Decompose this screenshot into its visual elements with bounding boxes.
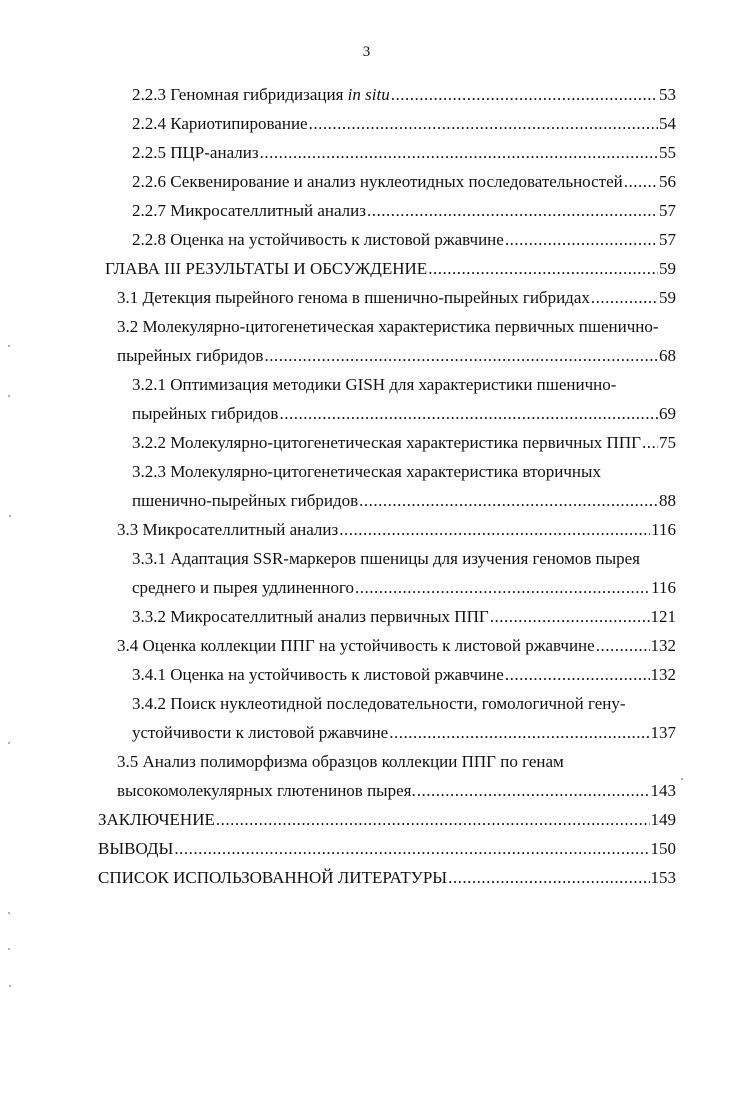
toc-entry <box>132 664 676 686</box>
toc-entry-title-line1: 3.2.3 Молекулярно-цитогенетическая характеристика вторичных <box>132 462 601 481</box>
toc-entry <box>132 113 676 135</box>
toc-entry-title: среднего и пырея удлиненного <box>132 578 354 597</box>
dot-leader <box>367 200 658 222</box>
toc-entry-title: 3.3 Микросателлитный анализ <box>117 520 339 539</box>
toc-entry <box>98 809 676 831</box>
toc-entry-page: 143 <box>650 781 676 800</box>
dot-leader <box>174 838 649 860</box>
toc-entry-title: ВЫВОДЫ <box>98 839 174 858</box>
toc-entry <box>132 84 676 106</box>
toc-entry <box>117 635 676 657</box>
toc-entry-title: 2.2.8 Оценка на устойчивость к листовой ржавчине <box>132 230 504 249</box>
dot-leader <box>389 722 649 744</box>
toc-entry-title: 3.3.2 Микросателлитный анализ первичных ППГ <box>132 607 489 626</box>
toc-entry-page: 69 <box>659 404 676 423</box>
toc-entry <box>117 287 676 309</box>
toc-entry-page: 132 <box>650 636 676 655</box>
toc-entry-title: 2.2.5 ПЦР-анализ <box>132 143 259 162</box>
dot-leader <box>490 606 650 628</box>
toc-entry-page: 53 <box>659 85 676 104</box>
dot-leader <box>417 780 650 802</box>
toc-entry-title: пшенично-пырейных гибридов <box>132 491 359 510</box>
dot-leader <box>642 432 658 454</box>
dot-leader <box>428 258 658 280</box>
toc-entry <box>132 229 676 251</box>
toc-entry-title: устойчивости к листовой ржавчине <box>132 723 389 742</box>
toc-chapter-entry <box>105 258 676 280</box>
dot-leader <box>505 664 650 686</box>
dot-leader <box>279 403 658 425</box>
toc-entry <box>132 171 676 193</box>
toc-entry-title: ГЛАВА III РЕЗУЛЬТАТЫ И ОБСУЖДЕНИЕ <box>105 259 428 278</box>
dot-leader <box>339 519 650 541</box>
scan-speck <box>8 948 10 950</box>
toc-entry-title: высокомолекулярных глютенинов пырея. <box>117 781 416 800</box>
toc-entry-page: 153 <box>650 868 676 887</box>
toc-entry-title: пырейных гибридов <box>132 404 279 423</box>
toc-entry <box>98 838 676 860</box>
toc-entry-page: 88 <box>659 491 676 510</box>
dot-leader <box>591 287 658 309</box>
dot-leader <box>216 809 650 831</box>
toc-entry-title-italic: in situ <box>347 85 390 104</box>
dot-leader <box>505 229 658 251</box>
toc-entry-page: 137 <box>650 723 676 742</box>
scan-speck <box>8 742 10 744</box>
toc-entry <box>132 200 676 222</box>
toc-entry <box>132 606 676 628</box>
toc-entry-page: 149 <box>650 810 676 829</box>
toc-entry <box>132 490 676 512</box>
toc-entry <box>98 867 676 889</box>
toc-entry-page: 132 <box>650 665 676 684</box>
dot-leader <box>264 345 658 367</box>
toc-entry-title-line1: 3.2.1 Оптимизация методики GISH для характеристики пшенично- <box>132 375 617 394</box>
toc-entry-page: 59 <box>659 288 676 307</box>
toc-entry-title: 2.2.6 Секвенирование и анализ нуклеотидных последовательностей <box>132 172 623 191</box>
toc-entry-page: 150 <box>650 839 676 858</box>
dot-leader <box>624 171 658 193</box>
toc-entry <box>117 519 676 541</box>
toc-entry-title-line1: 3.3.1 Адаптация SSR-маркеров пшеницы для изучения геномов пырея <box>132 549 640 568</box>
toc-entry-title: 3.4 Оценка коллекции ППГ на устойчивость к листовой ржавчине <box>117 636 595 655</box>
dot-leader <box>355 577 650 599</box>
toc-entry-page: 75 <box>659 433 676 452</box>
toc-entry-page: 116 <box>651 578 676 597</box>
toc-entry-title: 2.2.3 Геномная гибридизация <box>132 85 348 104</box>
toc-entry <box>132 722 676 744</box>
toc-entry-page: 57 <box>659 201 676 220</box>
dot-leader <box>448 867 649 889</box>
toc-entry <box>132 403 676 425</box>
scan-speck <box>8 345 10 347</box>
toc-entry <box>117 780 676 802</box>
scan-speck <box>8 395 10 397</box>
dot-leader <box>391 84 658 106</box>
toc-entry-title: СПИСОК ИСПОЛЬЗОВАННОЙ ЛИТЕРАТУРЫ <box>98 868 448 887</box>
toc-entry-page: 55 <box>659 143 676 162</box>
toc-entry-title-line1: 3.2 Молекулярно-цитогенетическая характеристика первичных пшенично- <box>117 317 659 336</box>
toc-entry-page: 68 <box>659 346 676 365</box>
toc-entry-page: 116 <box>651 520 676 539</box>
toc-entry-title: 3.1 Детекция пырейного генома в пшенично-пырейных гибридах <box>117 288 590 307</box>
dot-leader <box>260 142 658 164</box>
toc-entry-page: 57 <box>659 230 676 249</box>
toc-entry <box>132 142 676 164</box>
page-number: 3 <box>362 44 371 60</box>
scan-speck <box>8 912 10 914</box>
toc-entry-title: 3.2.2 Молекулярно-цитогенетическая характеристика первичных ППГ <box>132 433 641 452</box>
toc-entry-page: 121 <box>650 607 676 626</box>
scan-speck <box>681 778 683 780</box>
toc-entry-title: 2.2.4 Кариотипирование <box>132 114 308 133</box>
toc-entry-page: 54 <box>659 114 676 133</box>
toc-entry-title-line1: 3.4.2 Поиск нуклеотидной последовательности, гомологичной гену- <box>132 694 626 713</box>
dot-leader <box>359 490 658 512</box>
toc-entry-title: ЗАКЛЮЧЕНИЕ <box>98 810 215 829</box>
toc-entry-title: пырейных гибридов <box>117 346 264 365</box>
toc-entry-page: 56 <box>659 172 676 191</box>
toc-entry-title-line1: 3.5 Анализ полиморфизма образцов коллекции ППГ по генам <box>117 752 564 771</box>
toc-entry-title: 3.4.1 Оценка на устойчивость к листовой ржавчине <box>132 665 504 684</box>
scan-speck <box>9 985 11 987</box>
toc-entry <box>132 577 676 599</box>
toc-entry-page: 59 <box>659 259 676 278</box>
toc-entry <box>117 345 676 367</box>
toc-entry <box>132 432 676 454</box>
dot-leader <box>309 113 658 135</box>
dot-leader <box>596 635 650 657</box>
toc-entry-title: 2.2.7 Микросателлитный анализ <box>132 201 366 220</box>
scan-speck <box>9 515 11 517</box>
